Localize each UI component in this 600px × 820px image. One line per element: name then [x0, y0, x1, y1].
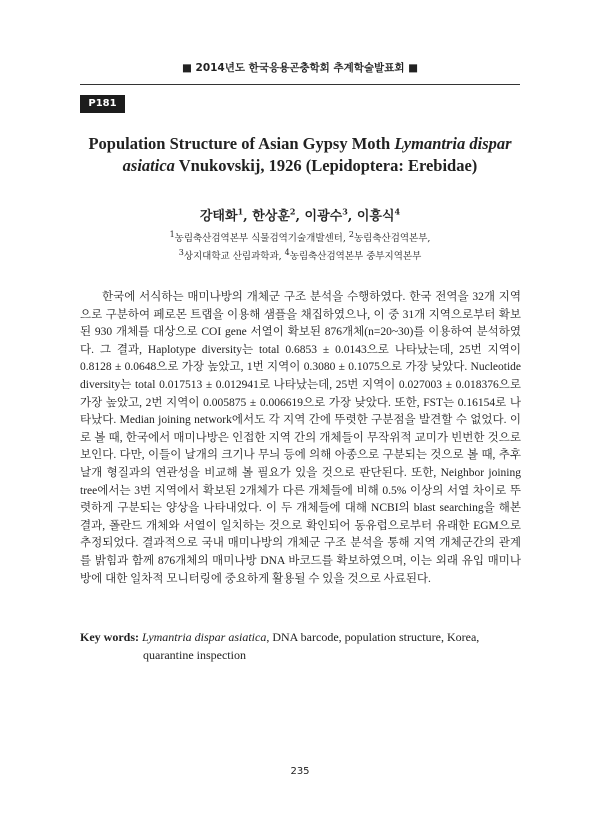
paper-title	[80, 133, 520, 177]
aff-text: 농림축산검역본부 중부지역본부	[289, 251, 422, 263]
aff-text: 상지대학교 산림과학과,	[183, 251, 285, 263]
keywords-rest: , DNA barcode, population structure, Korea,	[266, 630, 480, 644]
header-bullet-right: ■	[408, 62, 419, 74]
keywords-line: quarantine inspection	[143, 648, 246, 662]
title-part1: Population Structure of Asian Gypsy Moth	[88, 134, 395, 153]
conference-header	[0, 60, 600, 75]
keywords-label: Key words:	[80, 630, 139, 644]
author-name: 이광수	[304, 209, 343, 224]
affiliation-line	[80, 246, 520, 264]
title-species: Lymantria dispar asiatica	[122, 134, 512, 175]
aff-text: 농림축산검역본부 식물검역기술개발센터,	[174, 233, 349, 245]
header-divider	[80, 84, 520, 85]
author-name: 이흥식	[356, 209, 395, 224]
author-name: 강태화	[199, 209, 238, 224]
affiliation-line	[80, 228, 520, 246]
poster-id-badge: P181	[80, 95, 125, 113]
header-text: 2014년도 한국응용곤충학회 추계학술발표회	[195, 62, 405, 74]
abstract-body: 한국에 서식하는 매미나방의 개체군 구조 분석을 수행하였다. 한국 전역을 32개 지역으로 구분하여 페로몬 트랩을 이용해 샘플을 채집하였으나, 이 중 31개 지역으로부터 확보된 930 개체를 대상으로 COI gene 서열이 확보된 876개체(n=20~30)를 이용하여 분석하였다. 그 결과, Haplotype diversity는 total 0.6853 ± 0.0143으로 나타났는데, 25번 지역이 0.8128 ± 0.0648으로 가장 높았고, 1번 지역이 0.3080 ± 0.1075으로 가장 낮았다. Nucleotide diversity는 total 0.017513 ± 0.012941로 나타났는데, 25번 지역이 0.027003 ± 0.018376으로 가장 높았고, 2번 지역이 0.005875 ± 0.006619으로 가장 낮았다. 또한, FST는 0.16154로 나타났다. Median joining network에서도 각 지역 간에 뚜렷한 구분점을 발견할 수 없었다. 이로 볼 때, 한국에서 매미나방은 인접한 지역 간의 개체들이 무작위적 교미가 빈번한 것으로 보인다. 다만, 이들이 날개의 크기나 무늬 등에 의해 아종으로 구분되는 것으로 볼 때, 추후 날개 형질과의 연관성을 비교해 볼 필요가 있을 것으로 판단된다. 또한, Neighbor joining tree에서는 3번 지역에서 확보된 2개체가 다른 개체들에 비해 0.5% 이상의 서열 차이로 뚜렷하게 구분되는 양상을 나타내었다. 이 두 개체들에 대해 NCBI의 blast searching을 해본 결과, 폴란드 개체와 서열이 일치하는 것으로 확인되어 동유럽으로부터 유래한 EGM으로 추정되었다. 결과적으로 국내 매미나방의 개체군 구조 분석을 통해 지역 개체군간의 관계를 밝힘과 함께 876개체의 매미나방 DNA 바코드를 확보하였으며, 이는 외래 유입 매미나방에 대한 일차적 모니터링에 중요하게 활용될 수 있을 것으로 사료된다.	[80, 291, 521, 585]
author-sup: 4	[394, 206, 401, 217]
author-list: 강태화$^1$, 한상훈$^2$, 이광수$^3$, 이흥식$^4$	[199, 206, 401, 224]
page-number: 235	[290, 766, 310, 777]
author-sup: 1	[237, 206, 244, 217]
author-name: 한상훈	[252, 209, 290, 224]
keywords	[80, 628, 521, 664]
keywords-species: Lymantria dispar asiatica	[142, 630, 267, 644]
aff-sup: 4	[284, 248, 290, 258]
author-sup: 3	[342, 206, 348, 217]
author-sup: 2	[289, 206, 296, 217]
aff-sup: 1	[169, 230, 175, 239]
keywords-line	[80, 628, 521, 646]
aff-sup: 2	[348, 230, 354, 239]
title-part2: Vnukovskij, 1926 (Lepidoptera: Erebidae)	[174, 156, 478, 175]
aff-text: 농림축산검역본부,	[354, 233, 431, 245]
header-bullet-left: ■	[181, 62, 192, 74]
affiliations	[80, 228, 520, 264]
aff-sup: 3	[178, 248, 184, 258]
